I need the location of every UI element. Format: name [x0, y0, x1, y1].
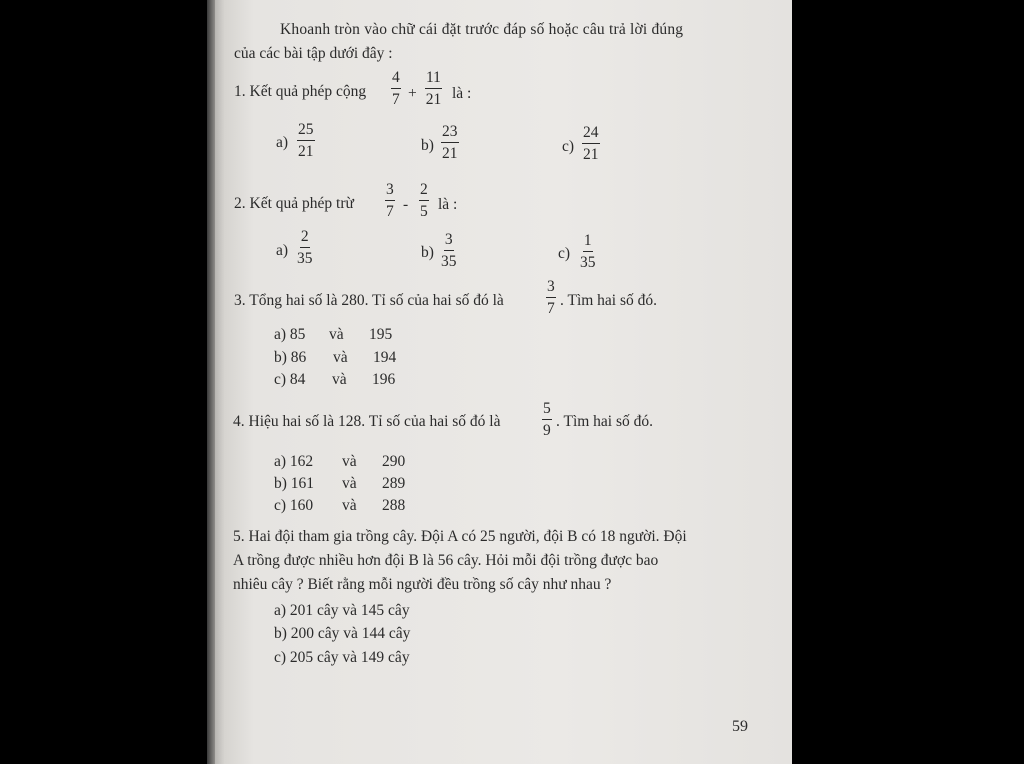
q1-operator: + — [408, 85, 417, 102]
q1-a-numerator: 25 — [297, 122, 315, 141]
q1-c-numerator: 24 — [582, 125, 600, 144]
q3-c-second: 196 — [372, 371, 396, 388]
q1-option-a-fraction — [297, 122, 315, 159]
q4-c-second: 288 — [382, 497, 406, 514]
q5-line-3: nhiêu cây ? Biết rằng mỗi người đều trồng số cây như nhau ? — [233, 576, 612, 593]
q3-b-and: và — [333, 349, 348, 366]
q3-prefix: 3. Tổng hai số là 280. Tỉ số của hai số đó là — [234, 292, 504, 309]
q2-fraction-2 — [419, 182, 429, 219]
q5-option-a: a) 201 cây và 145 cây — [274, 602, 410, 619]
q3-b-second: 194 — [373, 349, 397, 366]
q3-a-second: 195 — [369, 326, 393, 343]
q4-a-first: a) 162 — [274, 453, 314, 470]
q4-a-and: và — [342, 453, 357, 470]
q3-option-b — [274, 349, 306, 367]
q1-f2-numerator: 11 — [425, 70, 442, 89]
q4-b-and: và — [342, 475, 357, 492]
q2-operator: - — [403, 196, 409, 213]
q5-option-b: b) 200 cây và 144 cây — [274, 625, 411, 642]
q2-fraction-1 — [385, 182, 395, 219]
q2-option-b-fraction — [441, 232, 457, 269]
q1-option-c-label: c) — [562, 138, 575, 155]
q2-option-c-fraction — [580, 233, 596, 270]
q1-b-numerator: 23 — [441, 124, 459, 143]
q1-a-denominator: 21 — [298, 142, 314, 160]
q2-f2-denominator: 5 — [420, 202, 428, 220]
q3-b-first: b) 86 — [274, 349, 307, 366]
q2-c-denominator: 35 — [580, 253, 596, 271]
q2-a-numerator: 2 — [300, 229, 310, 248]
intro-line-2: của các bài tập dưới đây : — [234, 45, 393, 62]
q3-suffix: . Tìm hai số đó. — [560, 292, 658, 309]
q4-suffix: . Tìm hai số đó. — [556, 413, 654, 430]
q1-fraction-1 — [391, 70, 401, 107]
q4-c-first: c) 160 — [274, 497, 314, 514]
q2-prefix: 2. Kết quả phép trừ — [234, 195, 354, 212]
q1-option-b-fraction — [441, 124, 459, 161]
q3-c-first: c) 84 — [274, 371, 306, 388]
intro-line-1: Khoanh tròn vào chữ cái đặt trước đáp số hoặc câu trả lời đúng — [280, 21, 684, 38]
q1-fraction-2 — [425, 70, 442, 107]
q2-f2-numerator: 2 — [419, 182, 429, 201]
q4-denominator: 9 — [543, 421, 551, 439]
q4-numerator: 5 — [542, 401, 552, 420]
q5-option-c: c) 205 cây và 149 cây — [274, 649, 410, 666]
q3-c-and: và — [332, 371, 347, 388]
q2-option-a-fraction — [297, 229, 313, 266]
q1-f2-denominator: 21 — [425, 90, 442, 108]
q4-b-first: b) 161 — [274, 475, 315, 492]
q3-option-a — [274, 326, 305, 344]
q4-b-second: 289 — [382, 475, 406, 492]
q3-a-and: và — [329, 326, 344, 343]
q1-c-denominator: 21 — [583, 145, 599, 163]
q5-line-1: 5. Hai đội tham gia trồng cây. Đội A có 25 người, đội B có 18 người. Đội — [233, 528, 687, 545]
q3-denominator: 7 — [547, 299, 555, 317]
q4-prefix: 4. Hiệu hai số là 128. Tỉ số của hai số đó là — [233, 413, 501, 430]
q2-a-denominator: 35 — [297, 249, 313, 267]
q2-c-numerator: 1 — [583, 233, 593, 252]
q4-c-and: và — [342, 497, 357, 514]
q2-suffix: là : — [438, 196, 458, 213]
q4-a-second: 290 — [382, 453, 406, 470]
q1-f1-numerator: 4 — [391, 70, 401, 89]
q1-option-b-label: b) — [421, 137, 434, 154]
q3-a-first: a) 85 — [274, 326, 306, 343]
page-number: 59 — [732, 718, 748, 735]
q1-b-denominator: 21 — [442, 144, 458, 162]
q4-fraction — [542, 401, 552, 438]
q2-f1-denominator: 7 — [386, 202, 394, 220]
q2-option-b-label: b) — [421, 244, 434, 261]
q2-b-numerator: 3 — [444, 232, 454, 251]
q1-suffix: là : — [452, 85, 472, 102]
q3-option-c — [274, 371, 305, 389]
q2-b-denominator: 35 — [441, 252, 457, 270]
q2-f1-numerator: 3 — [385, 182, 395, 201]
q3-fraction — [546, 279, 556, 316]
book-spine — [207, 0, 215, 764]
q3-numerator: 3 — [546, 279, 556, 298]
q1-option-a-label: a) — [276, 134, 289, 151]
q1-option-c-fraction — [582, 125, 600, 162]
q1-f1-denominator: 7 — [392, 90, 400, 108]
q5-line-2: A trồng được nhiều hơn đội B là 56 cây. Hỏi mỗi đội trồng được bao — [233, 552, 659, 569]
q2-option-a-label: a) — [276, 242, 289, 259]
q2-option-c-label: c) — [558, 245, 571, 262]
q1-prefix: 1. Kết quả phép cộng — [234, 83, 367, 100]
